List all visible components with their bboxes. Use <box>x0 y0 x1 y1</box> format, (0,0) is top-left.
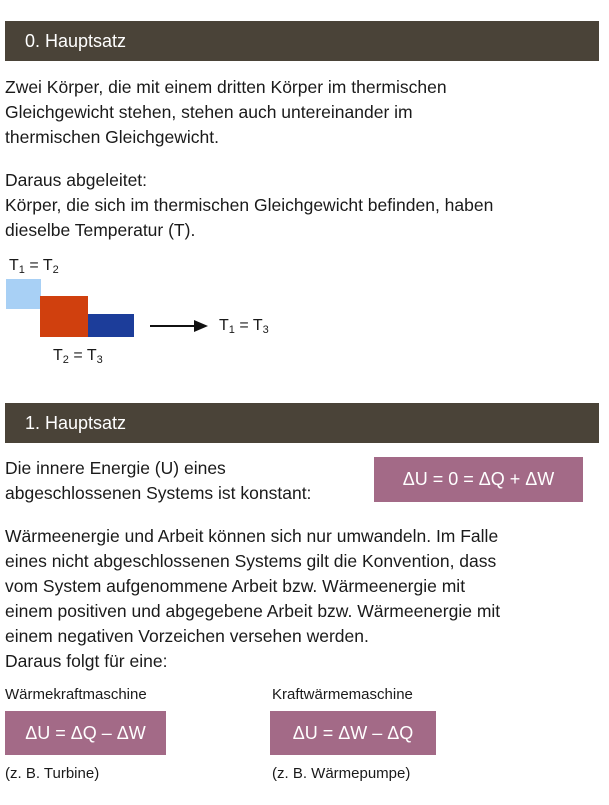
section-header-0 <box>5 21 599 61</box>
paragraph-convention: Wärmeenergie und Arbeit können sich nur umwandeln. Im Falle eines nicht abgeschlossenen Systems gilt die Konvention, dass vom System aufgenommene Arbeit bzw. Wärmeenergie mit einem positiven und abgegebene Arbeit bzw. Wärmeenergie mit einem negativen Vorzeichen versehen werden. Daraus folgt für eine: <box>5 526 501 671</box>
body-1-swatch <box>6 279 41 309</box>
equation-t2-t3: $T_2 = T_3$ <box>53 347 103 366</box>
paragraph-derived: Daraus abgeleitet: Körper, die sich im thermischen Gleichgewicht befinden, haben dieselbe Temperatur (T). <box>5 170 494 240</box>
formula-text: ΔU = ΔQ – ΔW <box>25 722 146 743</box>
formula-text: ΔU = 0 = ΔQ + ΔW <box>402 469 555 489</box>
label-kraftwaermemaschine: Kraftwärmemaschine <box>272 686 413 703</box>
formula-waermekraftmaschine <box>5 711 166 755</box>
example-waermepumpe: (z. B. Wärmepumpe) <box>272 765 411 782</box>
arrow-right-icon <box>150 319 208 333</box>
paragraph-zeroth-law: Zwei Körper, die mit einem dritten Körper im thermischen Gleichgewicht stehen, stehen auch untereinander im thermischen Gleichgewicht. <box>5 77 447 147</box>
section-title: 0. Hauptsatz <box>25 30 127 51</box>
statement-first-law: Die innere Energie (U) eines abgeschlossenen Systems ist konstant: <box>5 458 312 503</box>
formula-first-law <box>374 457 583 502</box>
section-title: 1. Hauptsatz <box>25 412 127 433</box>
formula-text: ΔU = ΔW – ΔQ <box>292 722 414 743</box>
equation-t1-t2: $T_1 = T_2$ <box>9 257 59 276</box>
formula-kraftwaermemaschine <box>270 711 436 755</box>
section-header-1 <box>5 403 599 443</box>
equation-t1-t3: $T_1 = T_3$ <box>219 317 269 336</box>
example-turbine: (z. B. Turbine) <box>5 765 100 782</box>
label-waermekraftmaschine: Wärmekraftmaschine <box>5 686 147 703</box>
body-3-swatch <box>88 314 134 337</box>
body-2-swatch <box>40 296 88 337</box>
